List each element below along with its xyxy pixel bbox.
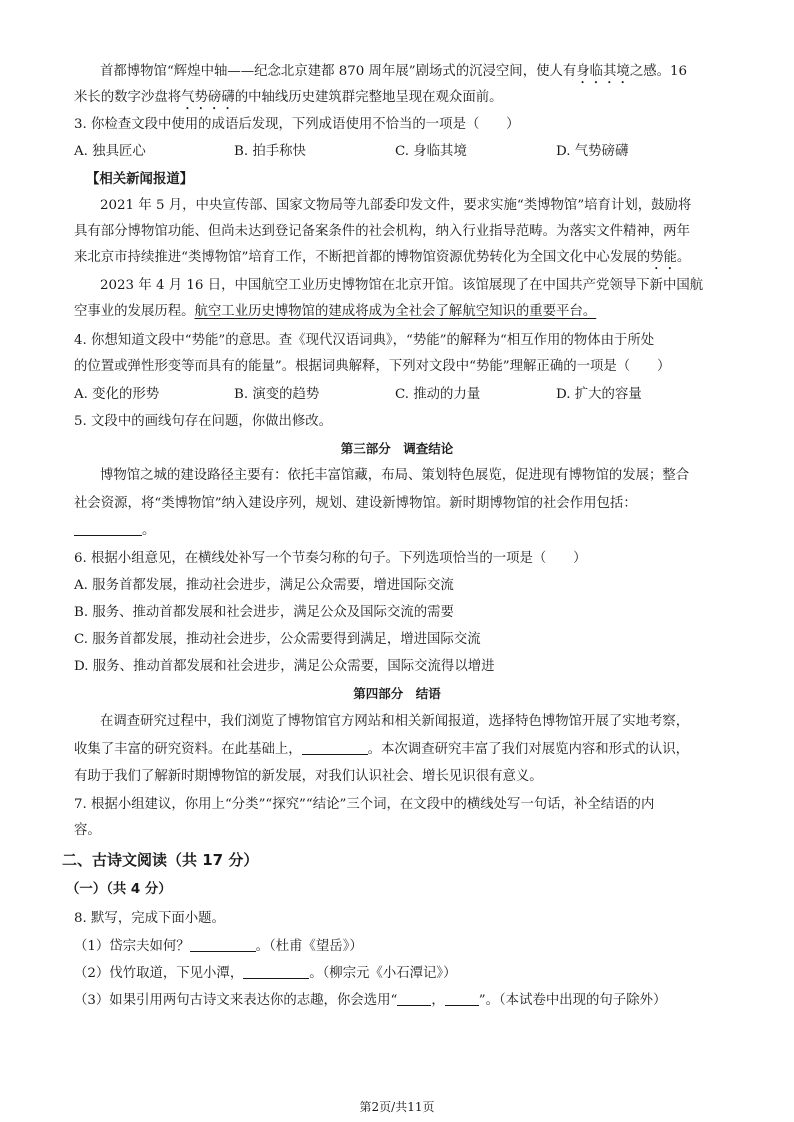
part3-line: 社会资源，将“类博物馆”纳入建设序列，规划、建设新博物馆。新时期博物馆的社会作用包括： [74,496,637,511]
q4-option-d: D. 扩大的容量 [556,387,642,402]
q6-option-a: A. 服务首都发展，推动社会进步，满足公众需要，增进国际交流 [74,578,454,593]
q6-option-b: B. 服务、推动首都发展和社会进步，满足公众及国际交流的需要 [74,605,454,620]
q4-option-a: A. 变化的形势 [74,387,160,402]
question-6-stem: 6. 根据小组意见，在横线处补写一个节奏匀称的句子。下列选项恰当的一项是（ ） [74,551,587,566]
question-7-stem: 容。 [74,823,101,838]
part3-line: 。 [74,521,155,541]
answer-blank [74,521,142,536]
news-heading: 【相关新闻报道】 [86,172,194,187]
question-3-stem: 3. 你检查文段中使用的成语后发现，下列成语使用不恰当的一项是（ ） [74,117,520,132]
news-line: 2023 年 4 月 16 日，中国航空工业历史博物馆在北京开馆。该馆展现了在中国共产党领导下新中国航 [100,278,704,293]
section-2-title: 二、古诗文阅读（共 17 分） [62,851,259,869]
answer-blank [243,964,309,979]
question-4-stem: 的位置或弹性形变等而具有的能量”。根据词典解释，下列对文段中“势能”理解正确的一项是（ ） [74,359,671,374]
answer-blank [190,937,256,952]
part4-line: 有助于我们了解新时期博物馆的新发展，对我们认识社会、增长见识很有意义。 [74,769,543,784]
news-line: 空事业的发展历程。航空工业历史博物馆的建成将成为全社会了解航空知识的重要平台。 [74,304,597,319]
subsection-title: （一）（共 4 分） [66,882,172,897]
question-5-stem: 5. 文段中的画线句存在问题，你做出修改。 [74,414,333,429]
q4-option-c: C. 推动的力量 [395,387,481,402]
q3-option-a: A. 独具匠心 [74,144,146,159]
part4-line: 收集了丰富的研究资料。在此基础上， 。本次调查研究丰富了我们对展览内容和形式的认识， [74,742,690,757]
q3-option-b: B. 拍手称快 [234,144,306,159]
q4-option-b: B. 演变的趋势 [234,387,320,402]
passage-line: 米长的数字沙盘将气势磅礴的中轴线历史建筑群完整地呈现在观众面前。 [74,90,503,105]
answer-blank [302,740,368,755]
q6-option-c: C. 服务首都发展，推动社会进步，公众需要得到满足，增进国际交流 [74,632,481,647]
q8-item-1: （1）岱宗夫如何？ 。（杜甫《望岳》） [74,939,363,954]
news-line: 具有部分博物馆功能、但尚未达到登记备案条件的社会机构，纳入行业指导范畴。为落实文件精神，两年 [74,224,690,239]
answer-blank [397,991,431,1006]
part4-line: 在调查研究过程中，我们浏览了博物馆官方网站和相关新闻报道，选择特色博物馆开展了实地考察， [100,714,690,729]
page-number: 第2页/共11页 [359,1100,435,1114]
part4-title: 第四部分 结语 [353,686,441,701]
q6-option-d: D. 服务、推动首都发展和社会进步，满足公众需要，国际交流得以增进 [74,659,495,674]
news-line: 2021 年 5 月，中央宣传部、国家文物局等九部委印发文件，要求实施“类博物馆”培育计划，鼓励将 [100,198,692,213]
underlined-sentence: 航空工业历史博物馆的建成将成为全社会了解航空知识的重要平台。 [194,304,597,319]
question-7-stem: 7. 根据小组建议，你用上“分类”“探究”“结论”三个词，在文段中的横线处写一句话，补全结语的内 [74,797,655,812]
passage-line: 首都博物馆“辉煌中轴——纪念北京建都 870 周年展”剧场式的沉浸空间，使人有身临其境之感。16 [100,64,688,79]
part3-title: 第三部分 调查结论 [340,441,454,456]
q3-option-d: D. 气势磅礴 [556,144,629,159]
question-8-stem: 8. 默写，完成下面小题。 [74,911,225,926]
q8-item-2: （2）伐竹取道，下见小潭， 。（柳宗元《小石潭记》） [74,966,457,981]
answer-blank [445,991,479,1006]
part3-line: 博物馆之城的建设路径主要有：依托丰富馆藏，布局、策划特色展览，促进现有博物馆的发展；整合 [100,468,690,483]
q8-item-3: （3）如果引用两句古诗文来表达你的志趣，你会选用“ ， ”。（本试卷中出现的句子除外） [74,993,667,1008]
question-4-stem: 4. 你想知道文段中“势能”的意思。查《现代汉语词典》，“势能”的解释为“相互作用的物体由于所处 [74,333,655,348]
q3-option-c: C. 身临其境 [395,144,467,159]
news-line: 来北京市持续推进“类博物馆”培育工作，不断把首都的博物馆资源优势转化为全国文化中心发展的势能。 [74,250,691,265]
